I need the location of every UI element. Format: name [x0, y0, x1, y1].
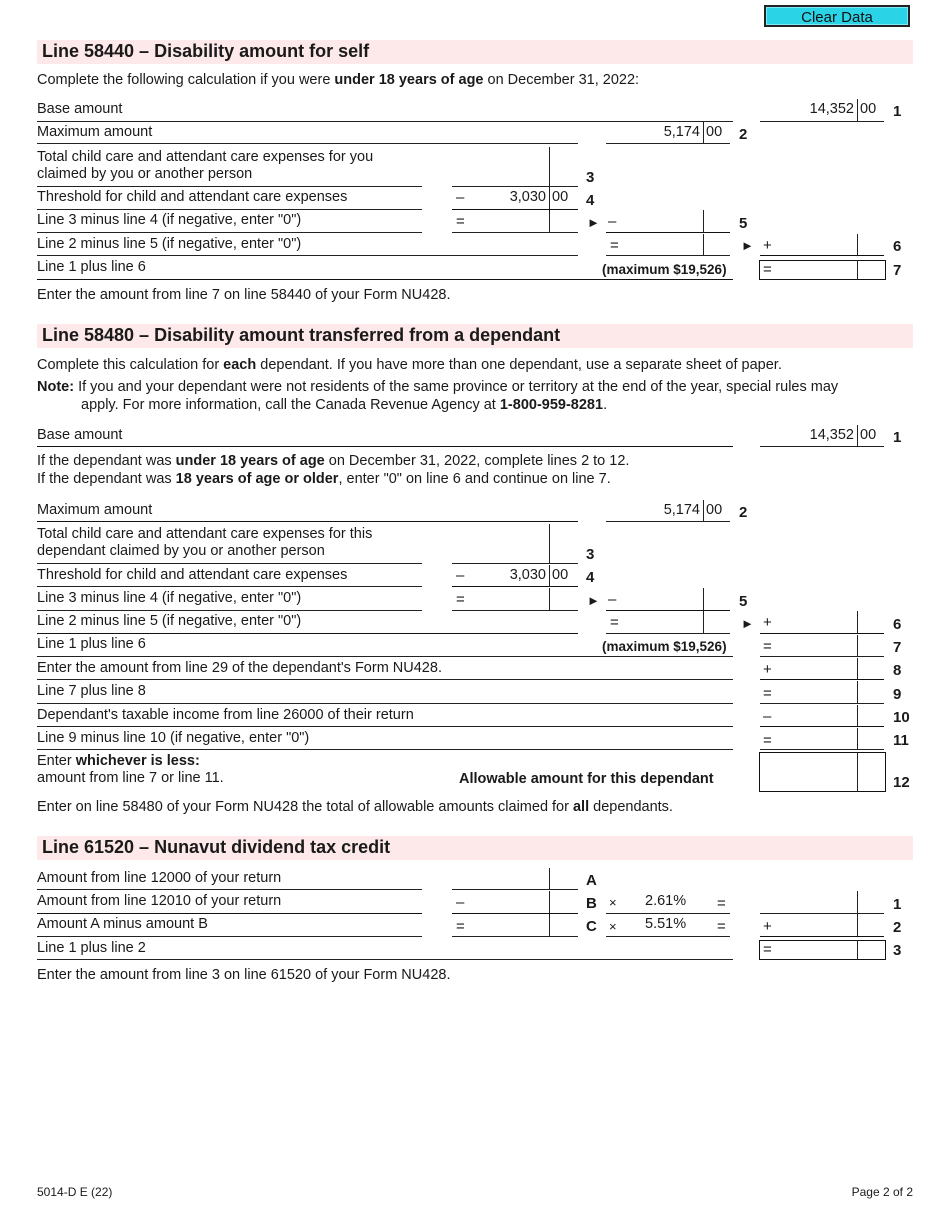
- line-number: 3: [586, 169, 595, 186]
- line-number: 6: [893, 238, 902, 255]
- line-number: 7: [893, 639, 902, 656]
- section-header-58440: [37, 40, 913, 64]
- line-number: 1: [893, 896, 902, 913]
- row-label-l29: Enter the amount from line 29 of the dependant's Form NU428.: [37, 660, 442, 676]
- max-amount-cents: 00: [706, 502, 723, 518]
- line-number: 2: [739, 504, 748, 521]
- arrow-icon: ►: [587, 215, 600, 230]
- row-label-l1p6: Line 1 plus line 6: [37, 259, 146, 275]
- section-footer: Enter the amount from line 7 on line 58440 of your Form NU428.: [37, 287, 451, 303]
- line-number: 1: [893, 429, 902, 446]
- page-number: Page 2 of 2: [851, 1185, 913, 1199]
- row-label-l9m10: Line 9 minus line 10 (if negative, enter "0"): [37, 730, 310, 746]
- section-footer: Enter the amount from line 3 on line 61520 of your Form NU428.: [37, 967, 451, 983]
- section-title: Line 58440 – Disability amount for self: [42, 41, 370, 61]
- row-label-l7p8: Line 7 plus line 8: [37, 683, 146, 699]
- line-number: 12: [893, 774, 910, 791]
- row-label-taxable: Dependant's taxable income from line 26000 of their return: [37, 707, 414, 723]
- line-number: 6: [893, 616, 902, 633]
- line-number: 5: [739, 215, 748, 232]
- line-number: 2: [739, 126, 748, 143]
- max-amount-value: 5,174: [663, 124, 700, 140]
- intro-text: Complete this calculation for each dependant. If you have more than one dependant, use a separate sheet of paper.: [37, 357, 782, 373]
- base-amount-cents: 00: [860, 101, 877, 117]
- row-label-amb: Amount A minus amount B: [37, 916, 208, 932]
- row-label-care-1: Total child care and attendant care expenses for this: [37, 526, 373, 542]
- row-label-base: Base amount: [37, 101, 123, 117]
- condition-text-1: If the dependant was under 18 years of age on December 31, 2022, complete lines 2 to 12.: [37, 453, 630, 469]
- condition-text-2: If the dependant was 18 years of age or older, enter "0" on line 6 and continue on line 7.: [37, 471, 611, 487]
- l2m5-input[interactable]: [624, 613, 704, 633]
- l2m5-input[interactable]: [624, 236, 704, 256]
- l5-input[interactable]: [622, 212, 704, 232]
- letter-label: C: [586, 918, 597, 935]
- row-label-l2m5: Line 2 minus line 5 (if negative, enter "0"): [37, 236, 302, 252]
- row-label-care-1: Total child care and attendant care expenses for you: [37, 149, 374, 165]
- row-label-care-2: claimed by you or another person: [37, 166, 253, 182]
- row-label-12000: Amount from line 12000 of your return: [37, 870, 282, 886]
- max-amount-cents: 00: [706, 124, 723, 140]
- row-label-l3m4: Line 3 minus line 4 (if negative, enter "0"): [37, 212, 302, 228]
- note-text-2: apply. For more information, call the Canada Revenue Agency at 1-800-959-8281.: [81, 397, 608, 413]
- line-number: 5: [739, 593, 748, 610]
- l3m4-input[interactable]: [470, 590, 550, 610]
- care-expenses-input[interactable]: [453, 543, 551, 563]
- l5-input[interactable]: [622, 590, 704, 610]
- allowable-amount-label: Allowable amount for this dependant: [459, 771, 714, 787]
- amount-b-input[interactable]: [470, 893, 550, 913]
- rate-c: 5.51%: [645, 916, 687, 932]
- line-number: 7: [893, 262, 902, 279]
- row-label-threshold: Threshold for child and attendant care expenses: [37, 567, 348, 583]
- line-number: 8: [893, 662, 902, 679]
- arrow-icon: ►: [587, 593, 600, 608]
- threshold-cents: 00: [552, 567, 569, 583]
- line-1-input[interactable]: [764, 893, 858, 913]
- l11-input[interactable]: [778, 731, 858, 751]
- row-label-whichever-2: amount from line 7 or line 11.: [37, 770, 224, 786]
- section-title: Line 58480 – Disability amount transferred from a dependant: [42, 325, 561, 345]
- base-amount-value: 14,352: [809, 101, 854, 117]
- row-label-threshold: Threshold for child and attendant care expenses: [37, 189, 348, 205]
- amount-c-input[interactable]: [470, 917, 550, 937]
- note-text-1: Note: If you and your dependant were not residents of the same province or territory at the end of the year, special rules may: [37, 379, 839, 395]
- row-label-l1p2: Line 1 plus line 2: [37, 940, 146, 956]
- row-label-12010: Amount from line 12010 of your return: [37, 893, 282, 909]
- form-code: 5014-D E (22): [37, 1185, 113, 1199]
- line-2-input[interactable]: [778, 917, 858, 937]
- max-amount-value: 5,174: [663, 502, 700, 518]
- l12-input[interactable]: [764, 772, 858, 792]
- l9-input[interactable]: [778, 684, 858, 704]
- section-title: Line 61520 – Nunavut dividend tax credit: [42, 837, 391, 857]
- line-number: 4: [586, 569, 595, 586]
- section-footer: Enter on line 58480 of your Form NU428 the total of allowable amounts claimed for all dependants.: [37, 799, 673, 815]
- threshold-cents: 00: [552, 189, 569, 205]
- threshold-value: 3,030: [509, 567, 546, 583]
- line-3-input[interactable]: [778, 942, 858, 960]
- row-label-whichever: Enter whichever is less:: [37, 753, 200, 769]
- base-amount-cents: 00: [860, 427, 877, 443]
- maximum-note: (maximum $19,526): [602, 639, 727, 654]
- amount-a-input[interactable]: [470, 870, 550, 890]
- l3m4-input[interactable]: [470, 212, 550, 232]
- maximum-note: (maximum $19,526): [602, 262, 727, 277]
- letter-label: A: [586, 872, 597, 889]
- base-amount-value: 14,352: [809, 427, 854, 443]
- rate-b: 2.61%: [645, 893, 687, 909]
- threshold-value: 3,030: [509, 189, 546, 205]
- line-number: 3: [893, 942, 902, 959]
- line-number: 10: [893, 709, 910, 726]
- row-label-l3m4: Line 3 minus line 4 (if negative, enter "0"): [37, 590, 302, 606]
- clear-data-button[interactable]: Clear Data: [764, 5, 910, 27]
- care-expenses-input[interactable]: [453, 166, 551, 186]
- intro-text: Complete the following calculation if you were under 18 years of age on December 31, 2022:: [37, 72, 640, 88]
- line-number: 2: [893, 919, 902, 936]
- l10-input[interactable]: [778, 707, 858, 727]
- line-number: 1: [893, 103, 902, 120]
- section-header-61520: [37, 836, 913, 860]
- line-number: 11: [893, 732, 909, 749]
- line-number: 4: [586, 192, 595, 209]
- row-label-care-2: dependant claimed by you or another person: [37, 543, 325, 559]
- row-label-max: Maximum amount: [37, 502, 153, 518]
- row-label-max: Maximum amount: [37, 124, 153, 140]
- line-number: 3: [586, 546, 595, 563]
- row-label-l2m5: Line 2 minus line 5 (if negative, enter "0"): [37, 613, 302, 629]
- section-header-58480: [37, 324, 913, 348]
- arrow-icon: ►: [741, 616, 754, 631]
- l8-input[interactable]: [778, 660, 858, 680]
- line-number: 9: [893, 686, 902, 703]
- l7-input[interactable]: [778, 637, 858, 657]
- l6-input[interactable]: [778, 613, 858, 633]
- row-label-base: Base amount: [37, 427, 123, 443]
- l7-input[interactable]: [778, 262, 858, 280]
- letter-label: B: [586, 895, 597, 912]
- row-label-l1p6: Line 1 plus line 6: [37, 636, 146, 652]
- arrow-icon: ►: [741, 238, 754, 253]
- l6-input[interactable]: [778, 236, 858, 256]
